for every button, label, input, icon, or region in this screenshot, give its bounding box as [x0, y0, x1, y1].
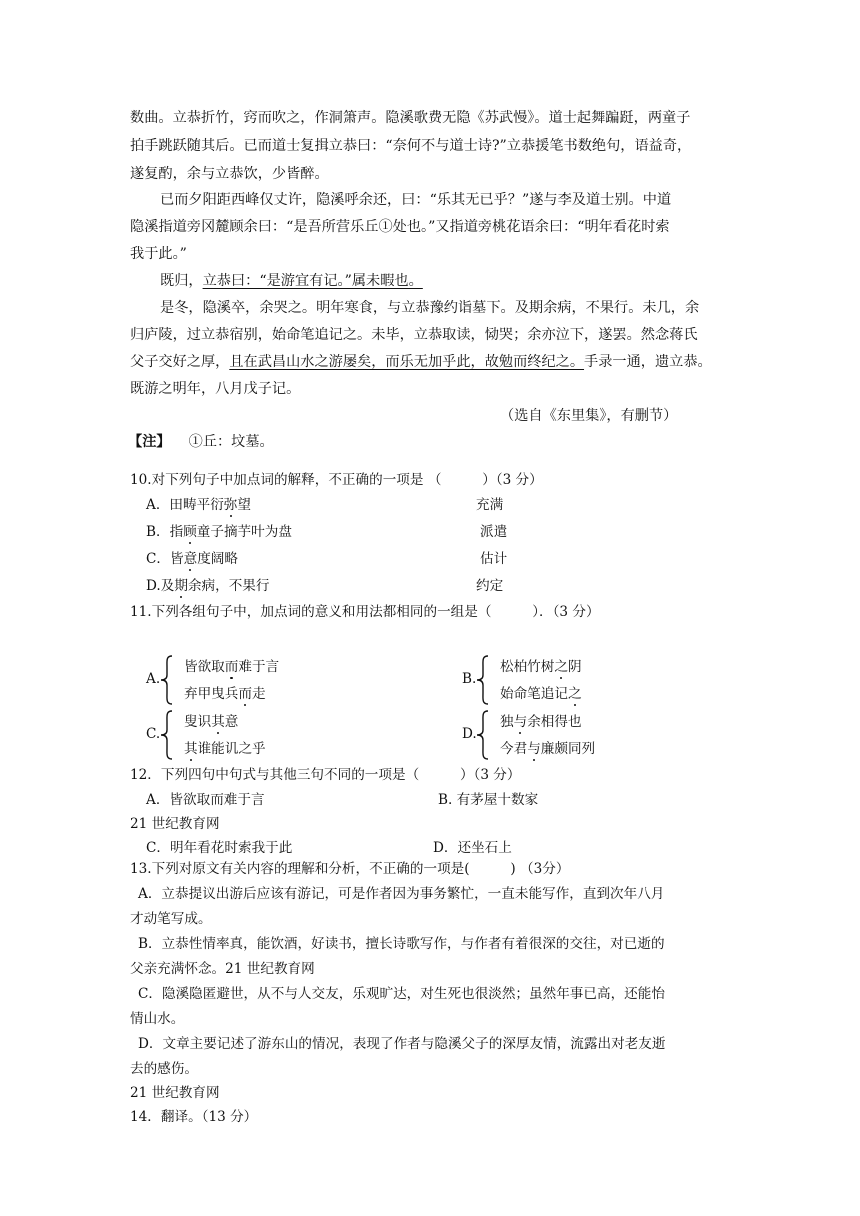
- question-12-stem: 12．下列四句中句式与其他三句不同的一项是（ ）（3 分）: [130, 767, 521, 783]
- q11-b-line1: 松柏竹树之阴: [500, 659, 582, 675]
- q11-label-b: B.: [462, 671, 477, 687]
- passage-line: [130, 352, 712, 372]
- q13-line: C．隐溪隐匿避世，从不与人交友，乐观旷达，对生死也很淡然；虽然年事已高，还能怡: [138, 986, 665, 1002]
- watermark-text: 21 世纪教育网: [130, 816, 220, 832]
- q10-gloss-d: 约定: [476, 578, 504, 594]
- question-11-stem: 11.下列各组句子中，加点词的意义和用法都相同的一组是（ ）．（3 分）: [130, 604, 600, 620]
- passage-line: 遂复酌，余与立恭饮，少皆醉。: [130, 166, 329, 182]
- q13-line: 情山水。: [130, 1011, 185, 1027]
- passage-line: 是冬，隐溪卒，余哭之。明年寒食，与立恭豫约诣墓下。及期余病，不果行。未几，余: [160, 300, 700, 316]
- question-10-stem: 10.对下列句子中加点词的解释，不正确的一项是 （ ）（3 分）: [130, 472, 543, 488]
- q10-option-a: A．田畴平衍弥望: [146, 497, 251, 513]
- passage-line: 隐溪指道旁冈麓顾余曰：“是吾所营乐丘①处也。”又指道旁桃花语余曰：“明年看花时索: [130, 219, 670, 235]
- question-13-stem: 13.下列对原文有关内容的理解和分析，不正确的一项是( ) （3分）: [130, 861, 570, 877]
- q12-option-b: B. 有茅屋十数家: [438, 792, 539, 808]
- brace-icon: [160, 655, 174, 705]
- q11-label-c: C.: [146, 726, 161, 742]
- brace-icon: [476, 655, 490, 705]
- note-label: 【注】: [128, 434, 171, 450]
- passage-line: [160, 271, 423, 291]
- underlined-sentence: 且在武昌山水之游屡矣，而乐无加乎此，故勉而终纪之。: [229, 354, 585, 370]
- dotted-word: 顾: [183, 524, 197, 540]
- dotted-word: 而: [238, 686, 252, 702]
- q11-c-line2: 其谁能讥之乎: [184, 741, 266, 757]
- dotted-word: 期: [174, 578, 188, 594]
- q13-line: 父亲充满怀念。21 世纪教育网: [130, 961, 315, 977]
- passage-line: 归庐陵，过立恭宿别，始命笔追记之。未毕，立恭取读，恸哭；余亦泣下，遂罢。然念蒋氏: [130, 327, 698, 343]
- passage-line: 我于此。”: [130, 246, 187, 262]
- q12-option-d: D．还坐石上: [433, 840, 512, 856]
- q13-line: 去的感伤。: [130, 1061, 198, 1077]
- note-text: ①丘：坟墓。: [188, 434, 274, 450]
- passage-line: 既游之明年，八月戊子记。: [130, 381, 301, 397]
- dotted-word: 之: [554, 659, 568, 675]
- passage-text: 既归，: [160, 273, 203, 289]
- q11-c-line1: 叟识其意: [184, 714, 239, 730]
- q10-gloss-b: 派遣: [480, 524, 508, 540]
- brace-icon: [476, 710, 490, 760]
- q10-option-c: C．皆意度阔略: [146, 551, 238, 567]
- dotted-word: 与: [527, 741, 541, 757]
- dotted-word: 其: [184, 741, 198, 757]
- q11-label-a: A.: [146, 671, 161, 687]
- q10-option-b: B．指顾童子摘芋叶为盘: [146, 524, 292, 540]
- dotted-word: 而: [224, 659, 239, 675]
- q11-label-d: D.: [462, 726, 477, 742]
- underlined-sentence: 立恭曰：“是游宜有记。”属未暇也。: [202, 273, 423, 289]
- dotted-word: 其: [211, 714, 225, 730]
- q11-a-line1: 皆欲取而难于言: [184, 659, 280, 675]
- question-14-stem: 14．翻译。（13 分）: [130, 1109, 258, 1125]
- q13-line: 才动笔写成。: [130, 911, 212, 927]
- q10-option-d: D.及期余病，不果行: [146, 578, 270, 594]
- passage-line: 已而夕阳距西峰仅丈许，隐溪呼余还，曰：“乐其无已乎？”遂与李及道士别。中道: [160, 192, 672, 208]
- passage-text: 手录一通，遗立恭。: [584, 354, 712, 370]
- q11-b-line2: 始命笔追记之: [500, 686, 582, 702]
- brace-icon: [160, 710, 174, 760]
- q13-line: B．立恭性情率真，能饮酒，好读书，擅长诗歌写作，与作者有着很深的交往，对已逝的: [138, 936, 665, 952]
- passage-line: 拍手跳跃随其后。已而道士复揖立恭曰：“奈何不与道士诗?”立恭援笔书数绝句，语益奇，: [130, 138, 692, 154]
- note: [128, 432, 274, 452]
- q12-option-c: C．明年看花时索我于此: [146, 840, 293, 856]
- q11-a-line2: 弃甲曳兵而走: [184, 686, 266, 702]
- q11-d-line2: 今君与廉颇同列: [500, 741, 596, 757]
- q13-line: D．文章主要记述了游东山的情况，表现了作者与隐溪父子的深厚友情，流露出对老友逝: [138, 1036, 666, 1052]
- q13-line: A．立恭提议出游后应该有游记，可是作者因为事务繁忙，一直未能写作，直到次年八月: [138, 886, 665, 902]
- dotted-word: 意: [183, 551, 198, 567]
- passage-text: 父子交好之厚，: [130, 354, 230, 370]
- q10-gloss-a: 充满: [476, 497, 504, 513]
- q12-option-a: A．皆欲取而难于言: [146, 792, 265, 808]
- q10-gloss-c: 估计: [480, 551, 508, 567]
- dotted-word: 弥: [223, 497, 238, 513]
- dotted-word: 之: [567, 686, 582, 702]
- q11-d-line1: 独与余相得也: [500, 714, 582, 730]
- passage-line: 数曲。立恭折竹，窍而吹之，作洞箫声。隐溪歌费无隐《苏武慢》。道士起舞蹁跹，两童子: [130, 110, 691, 126]
- watermark-text: 21 世纪教育网: [130, 1085, 220, 1101]
- passage-source: （选自《东里集》，有删节）: [500, 408, 678, 424]
- dotted-word: 与: [513, 714, 528, 730]
